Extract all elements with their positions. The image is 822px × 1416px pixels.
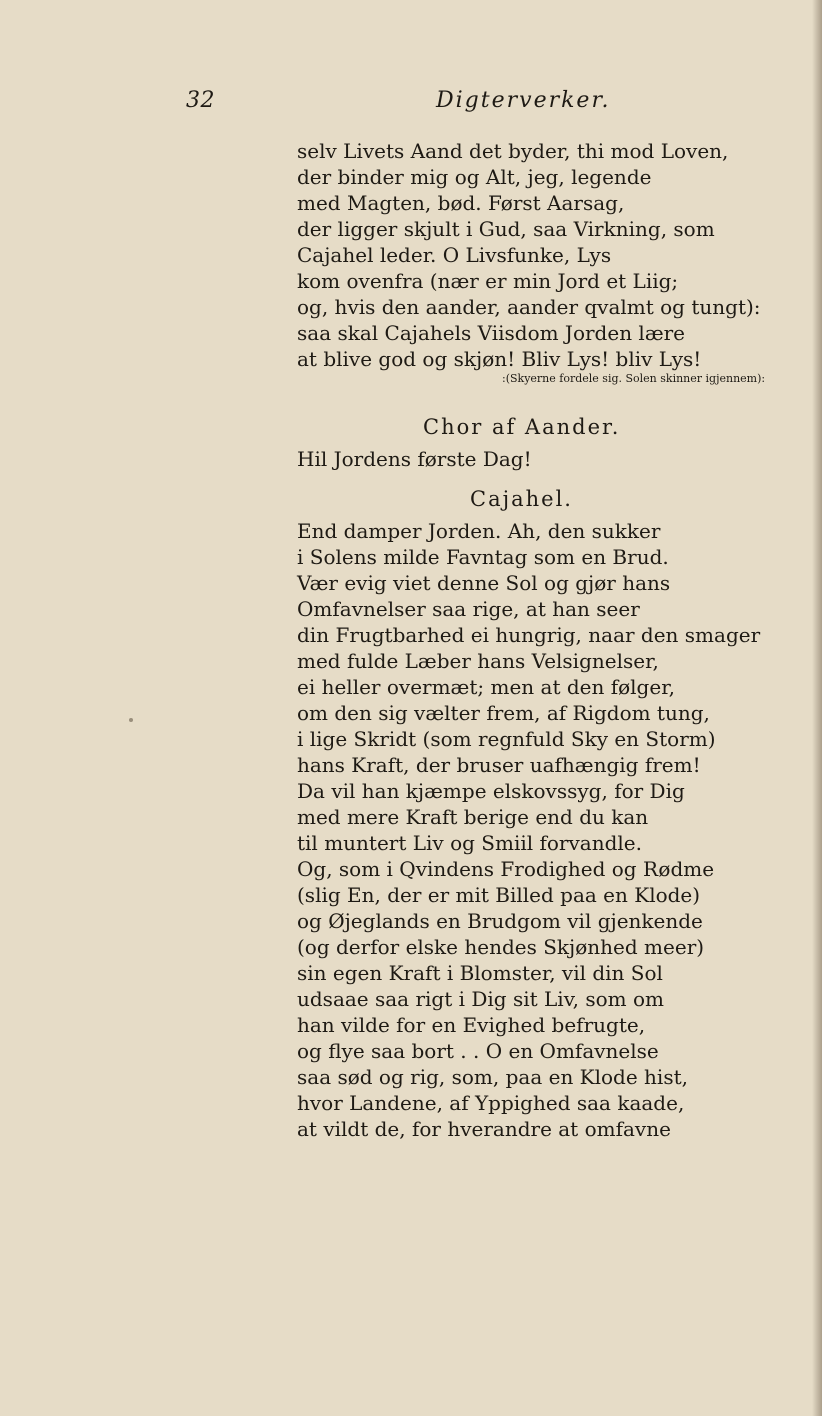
verse-line: din Frugtbarhed ei hungrig, naar den smager	[297, 623, 761, 647]
running-head: Digterverker.	[436, 88, 611, 113]
verse-line: sin egen Kraft i Blomster, vil din Sol	[297, 961, 663, 985]
verse-line: og, hvis den aander, aander qvalmt og tungt):	[297, 295, 761, 319]
verse-line: Hil Jordens første Dag!	[297, 447, 532, 471]
verse-line: (og derfor elske hendes Skjønhed meer)	[297, 935, 705, 959]
verse-line: Og, som i Qvindens Frodighed og Rødme	[297, 857, 715, 881]
verse-line: selv Livets Aand det byder, thi mod Loven,	[297, 139, 729, 163]
stanza-1	[297, 138, 761, 372]
verse-line: og flye saa bort . . O en Omfavnelse	[297, 1039, 659, 1063]
verse-line: End damper Jorden. Ah, den sukker	[297, 519, 661, 543]
stage-direction: :(Skyerne fordele sig. Solen skinner igjennem):	[502, 372, 766, 385]
verse-line: at blive god og skjøn! Bliv Lys! bliv Lys!	[297, 347, 702, 371]
stanza-3	[297, 518, 760, 1142]
verse-line: Omfavnelser saa rige, at han seer	[297, 597, 640, 621]
verse-line: i lige Skridt (som regnfuld Sky en Storm)	[297, 727, 716, 751]
verse-line: at vildt de, for hverandre at omfavne	[297, 1117, 671, 1141]
verse-line: i Solens milde Favntag som en Brud.	[297, 545, 669, 569]
verse-line: med Magten, bød. Først Aarsag,	[297, 191, 625, 215]
verse-line: Da vil han kjæmpe elskovssyg, for Dig	[297, 779, 685, 803]
verse-line: ei heller overmæt; men at den følger,	[297, 675, 675, 699]
verse-line: saa sød og rig, som, paa en Klode hist,	[297, 1065, 688, 1089]
verse-line: med mere Kraft berige end du kan	[297, 805, 649, 829]
verse-line: Vær evig viet denne Sol og gjør hans	[297, 571, 671, 595]
verse-line: om den sig vælter frem, af Rigdom tung,	[297, 701, 710, 725]
verse-line: der binder mig og Alt, jeg, legende	[297, 165, 652, 189]
verse-line: og Øjeglands en Brudgom vil gjenkende	[297, 909, 703, 933]
verse-line: saa skal Cajahels Viisdom Jorden lære	[297, 321, 686, 345]
verse-line: hvor Landene, af Yppighed saa kaade,	[297, 1091, 685, 1115]
verse-line: udsaae saa rigt i Dig sit Liv, som om	[297, 987, 664, 1011]
stanza-2	[297, 446, 532, 472]
speaker-heading-chorus: Chor af Aander.	[423, 415, 621, 439]
page-number: 32	[186, 88, 215, 113]
verse-line: (slig En, der er mit Billed paa en Klode)	[297, 883, 701, 907]
verse-line: til muntert Liv og Smiil forvandle.	[297, 831, 642, 855]
verse-line: Cajahel leder. O Livsfunke, Lys	[297, 243, 612, 267]
verse-line: der ligger skjult i Gud, saa Virkning, som	[297, 217, 715, 241]
speaker-heading-cajahel: Cajahel.	[470, 487, 573, 511]
page-edge-shadow	[812, 0, 822, 1416]
paper-speck	[129, 718, 133, 722]
verse-line: kom ovenfra (nær er min Jord et Liig;	[297, 269, 679, 293]
verse-line: med fulde Læber hans Velsignelser,	[297, 649, 659, 673]
verse-line: han vilde for en Evighed befrugte,	[297, 1013, 646, 1037]
verse-line: hans Kraft, der bruser uafhængig frem!	[297, 753, 701, 777]
